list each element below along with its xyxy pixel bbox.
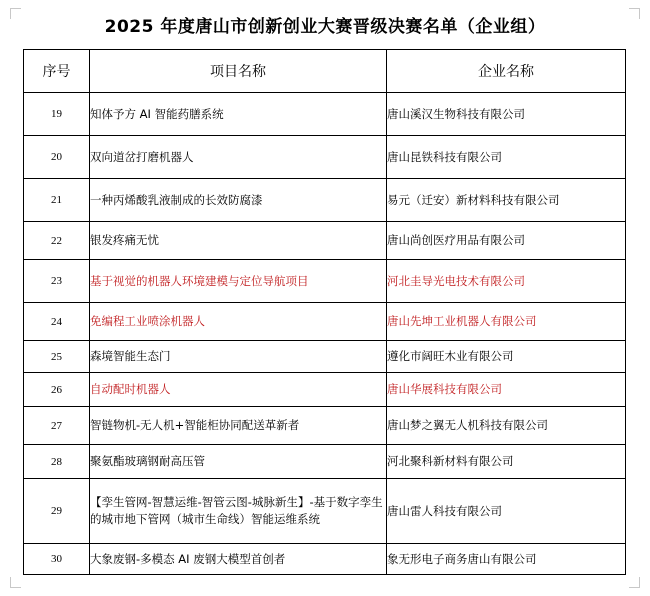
row-number: 21 — [24, 179, 90, 222]
table-row — [24, 260, 626, 303]
row-number: 30 — [24, 544, 90, 575]
column-header-project: 项目名称 — [90, 50, 387, 93]
company-name: 唐山尚创医疗用品有限公司 — [387, 222, 626, 260]
row-number: 25 — [24, 341, 90, 373]
table-row — [24, 544, 626, 575]
company-name: 唐山华展科技有限公司 — [387, 373, 626, 407]
project-name: 银发疼痛无忧 — [90, 222, 387, 260]
company-name: 唐山先坤工业机器人有限公司 — [387, 303, 626, 341]
company-name: 河北聚科新材料有限公司 — [387, 445, 626, 479]
company-name: 易元（迁安）新材料科技有限公司 — [387, 179, 626, 222]
table-row — [24, 341, 626, 373]
project-name: 一种丙烯酸乳液制成的长效防腐漆 — [90, 179, 387, 222]
company-name: 唐山梦之翼无人机科技有限公司 — [387, 407, 626, 445]
document-title: 2025 年度唐山市创新创业大赛晋级决赛名单（企业组） — [104, 17, 546, 37]
project-name: 免编程工业喷涂机器人 — [90, 303, 387, 341]
row-number: 28 — [24, 445, 90, 479]
row-number: 26 — [24, 373, 90, 407]
row-number: 20 — [24, 136, 90, 179]
company-name: 河北圭导光电技术有限公司 — [387, 260, 626, 303]
project-name: 自动配时机器人 — [90, 373, 387, 407]
table-row — [24, 479, 626, 544]
table-row — [24, 179, 626, 222]
finalists-table — [23, 49, 626, 575]
table-row — [24, 445, 626, 479]
table-row — [24, 136, 626, 179]
project-name: 森境智能生态门 — [90, 341, 387, 373]
company-name: 唐山溪汉生物科技有限公司 — [387, 93, 626, 136]
column-header-no: 序号 — [24, 50, 90, 93]
row-number: 24 — [24, 303, 90, 341]
row-number: 23 — [24, 260, 90, 303]
table-row — [24, 373, 626, 407]
row-number: 22 — [24, 222, 90, 260]
table-header-row — [24, 50, 626, 93]
row-number: 27 — [24, 407, 90, 445]
table-row — [24, 222, 626, 260]
company-name: 唐山昆铁科技有限公司 — [387, 136, 626, 179]
table-row — [24, 93, 626, 136]
table-row — [24, 407, 626, 445]
project-name: 双向道岔打磨机器人 — [90, 136, 387, 179]
column-header-company: 企业名称 — [387, 50, 626, 93]
project-name: 大象废钢-多模态 AI 废钢大模型首创者 — [90, 544, 387, 575]
project-name: 知体予方 AI 智能药膳系统 — [90, 93, 387, 136]
company-name: 唐山雷人科技有限公司 — [387, 479, 626, 544]
project-name: 智链物机-无人机+智能柜协同配送革新者 — [90, 407, 387, 445]
row-number: 29 — [24, 479, 90, 544]
row-number: 19 — [24, 93, 90, 136]
table-row — [24, 303, 626, 341]
project-name: 聚氨酯玻璃钢耐高压管 — [90, 445, 387, 479]
project-name: 基于视觉的机器人环境建模与定位导航项目 — [90, 260, 387, 303]
company-name: 象无形电子商务唐山有限公司 — [387, 544, 626, 575]
company-name: 遵化市阔旺木业有限公司 — [387, 341, 626, 373]
crop-mark-bottom-right — [629, 577, 640, 588]
crop-mark-bottom-left — [10, 577, 21, 588]
project-name: 【孪生管网-智慧运维-智管云图-城脉新生】-基于数字孪生的城市地下管网（城市生命线）智能运维系统 — [90, 479, 387, 544]
